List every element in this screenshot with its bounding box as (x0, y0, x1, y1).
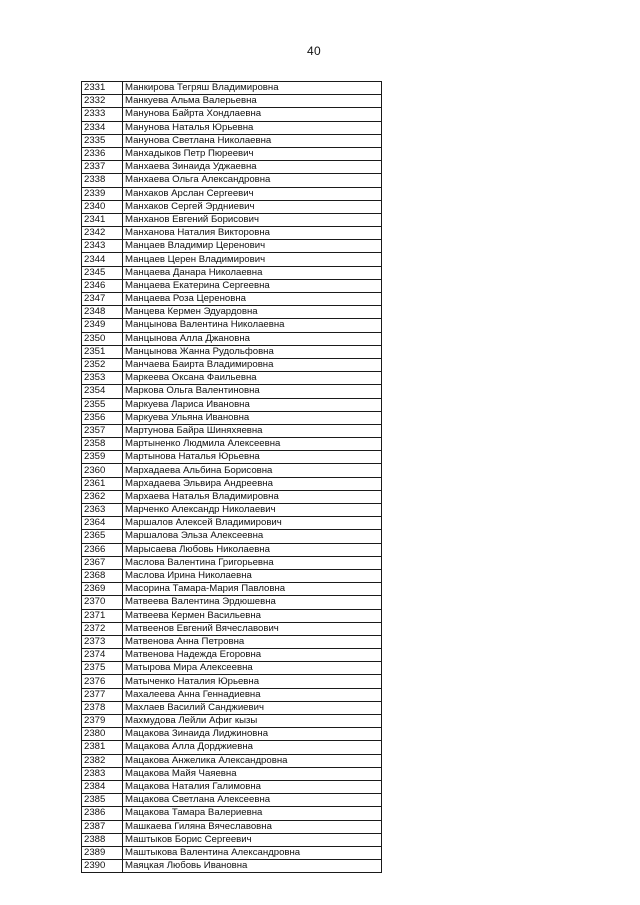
row-number: 2356 (82, 411, 123, 424)
person-name: Маслова Ирина Николаевна (123, 569, 382, 582)
table-row (82, 596, 382, 609)
row-number: 2336 (82, 147, 123, 160)
table-row (82, 504, 382, 517)
row-number: 2383 (82, 767, 123, 780)
person-name: Манцаева Данара Николаевна (123, 266, 382, 279)
row-number: 2332 (82, 95, 123, 108)
table-row (82, 794, 382, 807)
person-name: Мацакова Анжелика Александровна (123, 754, 382, 767)
row-number: 2347 (82, 293, 123, 306)
row-number: 2337 (82, 161, 123, 174)
table-row (82, 517, 382, 530)
person-name: Манхаева Ольга Александровна (123, 174, 382, 187)
table-row (82, 530, 382, 543)
table-row (82, 358, 382, 371)
person-name: Манчаева Баирта Владимировна (123, 358, 382, 371)
table-row (82, 306, 382, 319)
table-row (82, 807, 382, 820)
person-name: Манцаева Роза Цереновна (123, 293, 382, 306)
row-number: 2387 (82, 820, 123, 833)
row-number: 2340 (82, 200, 123, 213)
row-number: 2377 (82, 688, 123, 701)
row-number: 2376 (82, 675, 123, 688)
row-number: 2365 (82, 530, 123, 543)
table-body (82, 82, 382, 873)
person-name: Маяцкая Любовь Ивановна (123, 860, 382, 873)
person-name: Матвенова Анна Петровна (123, 635, 382, 648)
row-number: 2348 (82, 306, 123, 319)
row-number: 2363 (82, 504, 123, 517)
person-name: Матвенова Надежда Егоровна (123, 649, 382, 662)
table-row (82, 332, 382, 345)
table-row (82, 253, 382, 266)
table-row (82, 134, 382, 147)
person-name: Манкуева Альма Валерьевна (123, 95, 382, 108)
table-row (82, 345, 382, 358)
person-name: Маркуева Лариса Ивановна (123, 398, 382, 411)
person-name: Манунова Светлана Николаевна (123, 134, 382, 147)
person-name: Маркова Ольга Валентиновна (123, 385, 382, 398)
row-number: 2360 (82, 464, 123, 477)
row-number: 2335 (82, 134, 123, 147)
row-number: 2375 (82, 662, 123, 675)
person-name: Манцынова Валентина Николаевна (123, 319, 382, 332)
table-row (82, 187, 382, 200)
person-name: Мархадаева Альбина Борисовна (123, 464, 382, 477)
page-number: 40 (307, 44, 321, 58)
person-name: Махмудова Лейли Афиг кызы (123, 715, 382, 728)
row-number: 2352 (82, 358, 123, 371)
person-name: Маслова Валентина Григорьевна (123, 556, 382, 569)
person-name: Мацакова Майя Чаяевна (123, 767, 382, 780)
row-number: 2338 (82, 174, 123, 187)
table-row (82, 293, 382, 306)
table-row (82, 464, 382, 477)
row-number: 2349 (82, 319, 123, 332)
person-name: Мацакова Тамара Валериевна (123, 807, 382, 820)
table-row (82, 675, 382, 688)
row-number: 2371 (82, 609, 123, 622)
person-name: Манхадыков Петр Пюреевич (123, 147, 382, 160)
person-name: Манцынова Жанна Рудольфовна (123, 345, 382, 358)
table-row (82, 200, 382, 213)
table-row (82, 741, 382, 754)
person-name: Махалеева Анна Геннадиевна (123, 688, 382, 701)
person-name: Манхаков Сергей Эрдниевич (123, 200, 382, 213)
person-name: Манцаев Церен Владимирович (123, 253, 382, 266)
person-name: Маркеева Оксана Фаильевна (123, 372, 382, 385)
person-name: Мартыненко Людмила Алексеевна (123, 438, 382, 451)
name-list-table (81, 81, 382, 873)
table-row (82, 860, 382, 873)
row-number: 2374 (82, 649, 123, 662)
row-number: 2353 (82, 372, 123, 385)
person-name: Матвеева Валентина Эрдюшевна (123, 596, 382, 609)
table-row (82, 622, 382, 635)
row-number: 2334 (82, 121, 123, 134)
table-row (82, 649, 382, 662)
table-row (82, 728, 382, 741)
row-number: 2355 (82, 398, 123, 411)
row-number: 2350 (82, 332, 123, 345)
row-number: 2366 (82, 543, 123, 556)
table-row (82, 161, 382, 174)
table-row (82, 701, 382, 714)
person-name: Маршалов Алексей Владимирович (123, 517, 382, 530)
row-number: 2362 (82, 490, 123, 503)
table-row (82, 820, 382, 833)
person-name: Манкирова Тегряш Владимировна (123, 82, 382, 95)
row-number: 2384 (82, 780, 123, 793)
person-name: Манханов Евгений Борисович (123, 213, 382, 226)
table-row (82, 82, 382, 95)
person-name: Манхаков Арслан Сергеевич (123, 187, 382, 200)
row-number: 2386 (82, 807, 123, 820)
row-number: 2372 (82, 622, 123, 635)
row-number: 2364 (82, 517, 123, 530)
row-number: 2373 (82, 635, 123, 648)
table-row (82, 635, 382, 648)
person-name: Манцаев Владимир Церенович (123, 240, 382, 253)
row-number: 2389 (82, 846, 123, 859)
row-number: 2381 (82, 741, 123, 754)
row-number: 2357 (82, 424, 123, 437)
table-row (82, 227, 382, 240)
table-row (82, 662, 382, 675)
table-row (82, 556, 382, 569)
table-row (82, 424, 382, 437)
person-name: Манхаева Зинаида Уджаевна (123, 161, 382, 174)
table-row (82, 833, 382, 846)
table-row (82, 398, 382, 411)
person-name: Матвеева Кермен Васильевна (123, 609, 382, 622)
row-number: 2382 (82, 754, 123, 767)
row-number: 2331 (82, 82, 123, 95)
row-number: 2333 (82, 108, 123, 121)
person-name: Манцева Кермен Эдуардовна (123, 306, 382, 319)
person-name: Матвеенов Евгений Вячеславович (123, 622, 382, 635)
row-number: 2342 (82, 227, 123, 240)
table-row (82, 543, 382, 556)
table-row (82, 240, 382, 253)
person-name: Манханова Наталия Викторовна (123, 227, 382, 240)
person-name: Матырова Мира Алексеевна (123, 662, 382, 675)
table-row (82, 688, 382, 701)
table-row (82, 569, 382, 582)
person-name: Маршалова Эльза Алексеевна (123, 530, 382, 543)
table-row (82, 780, 382, 793)
row-number: 2359 (82, 451, 123, 464)
row-number: 2344 (82, 253, 123, 266)
table-row (82, 490, 382, 503)
table-row (82, 266, 382, 279)
row-number: 2380 (82, 728, 123, 741)
row-number: 2388 (82, 833, 123, 846)
person-name: Махлаев Василий Санджиевич (123, 701, 382, 714)
table-row (82, 715, 382, 728)
table-row (82, 767, 382, 780)
row-number: 2354 (82, 385, 123, 398)
person-name: Масорина Тамара-Мария Павловна (123, 583, 382, 596)
table-row (82, 213, 382, 226)
row-number: 2385 (82, 794, 123, 807)
table-row (82, 147, 382, 160)
row-number: 2343 (82, 240, 123, 253)
table-row (82, 583, 382, 596)
table-row (82, 846, 382, 859)
row-number: 2339 (82, 187, 123, 200)
person-name: Маштыкова Валентина Александровна (123, 846, 382, 859)
person-name: Маштыков Борис Сергеевич (123, 833, 382, 846)
row-number: 2361 (82, 477, 123, 490)
row-number: 2341 (82, 213, 123, 226)
table-row (82, 477, 382, 490)
person-name: Марысаева Любовь Николаевна (123, 543, 382, 556)
person-name: Манунова Байрта Хондлаевна (123, 108, 382, 121)
table-row (82, 411, 382, 424)
table-row (82, 372, 382, 385)
person-name: Мацакова Светлана Алексеевна (123, 794, 382, 807)
table-row (82, 108, 382, 121)
person-name: Манунова Наталья Юрьевна (123, 121, 382, 134)
table-row (82, 95, 382, 108)
person-name: Мартынова Наталья Юрьевна (123, 451, 382, 464)
row-number: 2369 (82, 583, 123, 596)
table-row (82, 279, 382, 292)
person-name: Мацакова Зинаида Лиджиновна (123, 728, 382, 741)
table-row (82, 609, 382, 622)
table-row (82, 438, 382, 451)
person-name: Мацакова Наталия Галимовна (123, 780, 382, 793)
row-number: 2379 (82, 715, 123, 728)
row-number: 2351 (82, 345, 123, 358)
person-name: Мацакова Алла Дорджиевна (123, 741, 382, 754)
person-name: Маркуева Ульяна Ивановна (123, 411, 382, 424)
person-name: Манцынова Алла Джановна (123, 332, 382, 345)
row-number: 2370 (82, 596, 123, 609)
row-number: 2346 (82, 279, 123, 292)
table-row (82, 451, 382, 464)
table-row (82, 385, 382, 398)
person-name: Мартунова Байра Шиняхяевна (123, 424, 382, 437)
person-name: Матыченко Наталия Юрьевна (123, 675, 382, 688)
table-row (82, 754, 382, 767)
person-name: Мархаева Наталья Владимировна (123, 490, 382, 503)
table-row (82, 174, 382, 187)
table-row (82, 121, 382, 134)
person-name: Марченко Александр Николаевич (123, 504, 382, 517)
row-number: 2345 (82, 266, 123, 279)
row-number: 2358 (82, 438, 123, 451)
person-name: Машкаева Гиляна Вячеславовна (123, 820, 382, 833)
person-name: Мархадаева Эльвира Андреевна (123, 477, 382, 490)
table-row (82, 319, 382, 332)
person-name: Манцаева Екатерина Сергеевна (123, 279, 382, 292)
row-number: 2378 (82, 701, 123, 714)
row-number: 2390 (82, 860, 123, 873)
row-number: 2367 (82, 556, 123, 569)
row-number: 2368 (82, 569, 123, 582)
